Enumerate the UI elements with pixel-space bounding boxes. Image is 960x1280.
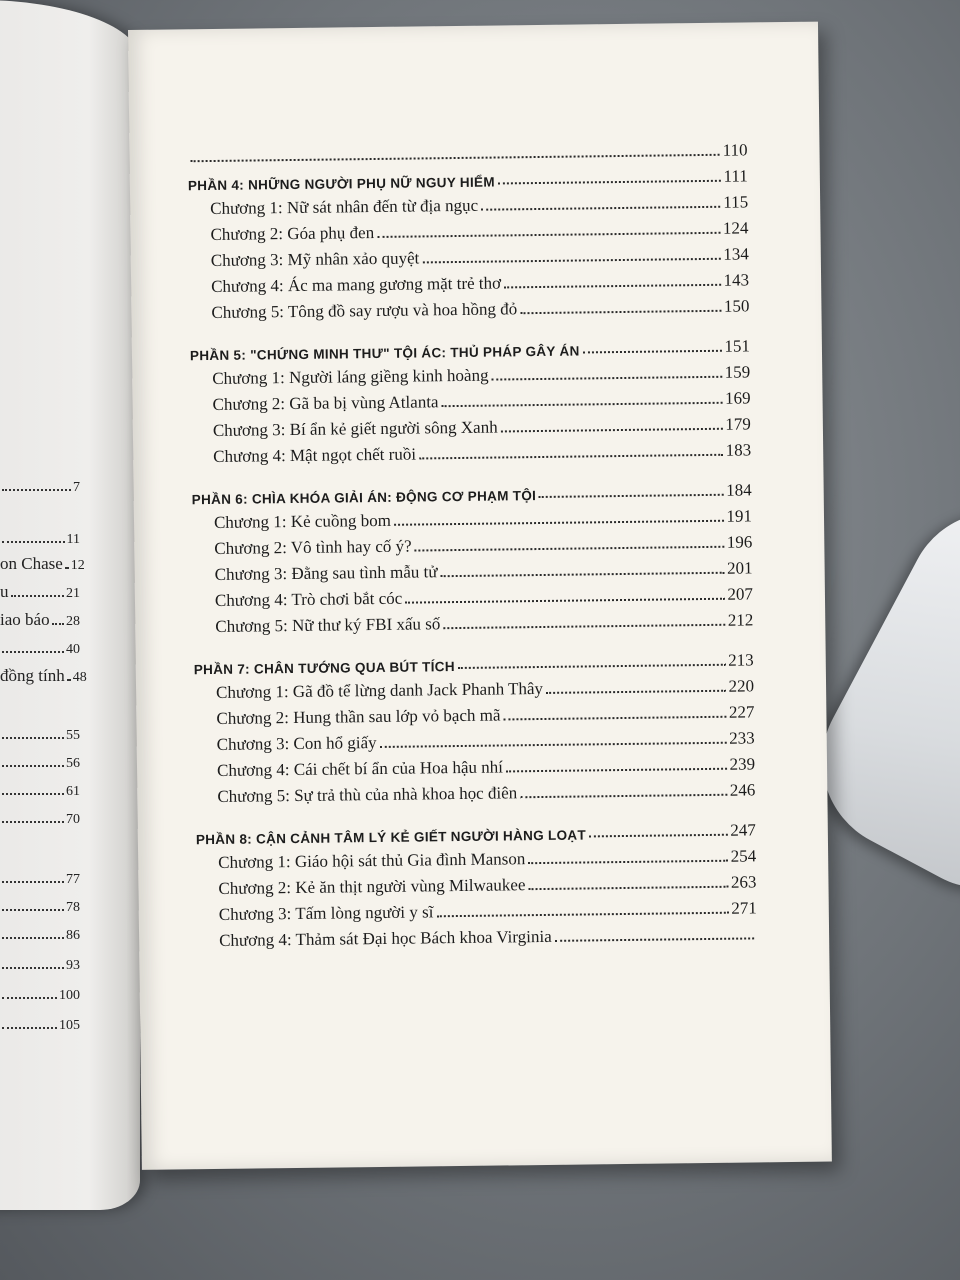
left-toc-row: [0, 890, 80, 916]
dot-leader: [442, 402, 723, 407]
left-toc-page-number: 28: [66, 614, 80, 629]
left-toc-page-number: 100: [59, 988, 80, 1003]
dot-leader: [528, 860, 727, 864]
left-toc-row: [0, 660, 87, 686]
toc-page-number: 184: [726, 480, 752, 500]
toc-page-number: 143: [723, 270, 750, 290]
toc-page-number: 246: [729, 780, 756, 800]
left-toc-row: [0, 774, 80, 800]
dot-leader: [65, 567, 69, 569]
toc-page-number: 271: [731, 898, 757, 918]
dot-leader: [555, 937, 754, 941]
left-toc-row: [0, 604, 80, 630]
left-toc-page-number: 12: [70, 558, 85, 573]
part-title: PHẦN 4: NHỮNG NGƯỜI PHỤ NỮ NGUY HIỂM: [187, 174, 495, 194]
dot-leader: [2, 793, 64, 795]
toc-page-number: 220: [728, 676, 755, 696]
toc-page-number: 159: [724, 362, 751, 382]
left-toc-row: [0, 632, 80, 658]
left-toc-page-number: 70: [66, 812, 80, 827]
chapter-title: Chương 5: Tông đồ say rượu và hoa hồng đỏ: [211, 299, 518, 323]
left-toc-row: [0, 862, 80, 888]
book-page: [128, 22, 832, 1170]
toc-part-5: [190, 330, 752, 467]
dot-leader: [2, 967, 64, 969]
dot-leader: [422, 258, 720, 264]
dot-leader: [539, 494, 723, 498]
dot-leader: [67, 679, 71, 681]
chapter-title: Chương 2: Hung thần sau lớp vỏ bạch mã: [216, 705, 501, 728]
dot-leader: [589, 834, 727, 838]
chapter-title: Chương 3: Con hổ giấy: [216, 733, 377, 754]
dot-leader: [2, 765, 64, 767]
toc-page-number: 110: [722, 140, 748, 160]
toc-page-number: 124: [722, 218, 749, 238]
part-title: PHẦN 7: CHÂN TƯỚNG QUA BÚT TÍCH: [193, 659, 455, 678]
chapter-title: Chương 3: Mỹ nhân xảo quyệt: [210, 248, 420, 271]
dot-leader: [443, 624, 724, 629]
table-of-contents: [187, 134, 757, 951]
dot-leader: [377, 232, 720, 238]
chapter-title: Chương 5: Nữ thư ký FBI xấu số: [215, 614, 441, 636]
chapter-title: Chương 2: Góa phụ đen: [210, 223, 375, 245]
toc-page-number: 169: [724, 388, 751, 408]
toc-page-number: 233: [729, 728, 755, 748]
toc-page-number: 201: [727, 558, 753, 578]
toc-part-4: [187, 134, 749, 323]
toc-page-number: 263: [730, 872, 757, 892]
dot-leader: [2, 541, 65, 543]
toc-page-number: 196: [726, 532, 753, 552]
dot-leader: [498, 180, 721, 185]
part-title: PHẦN 6: CHÌA KHÓA GIẢI ÁN: ĐỘNG CƠ PHẠM TỘI: [191, 488, 537, 508]
dot-leader: [441, 572, 725, 577]
dot-leader: [528, 886, 728, 890]
toc-page-number: 183: [725, 440, 752, 460]
left-toc-row: [0, 576, 80, 602]
toc-page-number: 151: [724, 336, 751, 356]
left-toc-text: u: [0, 582, 9, 601]
toc-part-8: [196, 814, 758, 951]
chapter-title: Chương 4: Trò chơi bắt cóc: [214, 588, 403, 610]
dot-leader: [520, 310, 721, 314]
dot-leader: [583, 350, 722, 354]
dot-leader: [492, 376, 722, 381]
toc-page-number: 239: [729, 754, 756, 774]
toc-page-number: 254: [730, 846, 757, 866]
chapter-title: Chương 1: Gã đồ tể lừng danh Jack Phanh Thây: [215, 678, 544, 702]
left-toc-page-number: 21: [66, 586, 80, 601]
left-toc-page-number: 40: [66, 642, 80, 657]
dot-leader: [546, 690, 726, 694]
chapter-title: Chương 2: Gã ba bị vùng Atlanta: [212, 392, 439, 414]
left-toc-page-number: 77: [66, 872, 80, 887]
dot-leader: [419, 454, 723, 460]
left-toc-row: [0, 948, 80, 974]
left-toc-text: iao báo: [0, 610, 50, 629]
chapter-title: Chương 1: Giáo hội sát thủ Gia đình Manson: [218, 849, 526, 872]
left-toc-row: [0, 470, 80, 496]
left-toc-row: [0, 522, 80, 548]
chapter-title: Chương 4: Mật ngọt chết ruồi: [213, 444, 417, 466]
left-toc-page-number: 7: [73, 480, 80, 495]
dot-leader: [520, 794, 727, 799]
chapter-title: Chương 1: Nữ sát nhân đến từ địa ngục: [210, 195, 479, 219]
left-toc-page-number: 55: [66, 728, 80, 743]
toc-page-number: 227: [728, 702, 755, 722]
chapter-title: Chương 4: Ác ma mang gương mặt trẻ thơ: [211, 273, 502, 297]
dot-leader: [2, 909, 64, 911]
dot-leader: [2, 1027, 57, 1029]
chapter-title: Chương 4: Cái chết bí ẩn của Hoa hậu nhí: [216, 757, 504, 780]
toc-page-number: 213: [728, 650, 754, 670]
left-toc-page-number: 56: [66, 756, 80, 771]
left-toc-page-number: 11: [66, 532, 80, 547]
dot-leader: [503, 716, 725, 721]
chapter-title: Chương 5: Sự trả thù của nhà khoa học điên: [217, 783, 518, 806]
dot-leader: [506, 768, 727, 773]
dot-leader: [415, 546, 724, 552]
toc-page-number: 207: [727, 584, 754, 604]
chapter-title: Chương 2: Kẻ ăn thịt người vùng Milwaukee: [218, 875, 526, 898]
left-toc-row: [0, 746, 80, 772]
dot-leader: [405, 598, 724, 604]
left-toc-page-number: 105: [59, 1018, 80, 1033]
dot-leader: [2, 937, 64, 939]
toc-page-number: 212: [727, 610, 754, 630]
dot-leader: [436, 912, 728, 918]
dot-leader: [52, 623, 64, 625]
left-toc-row: [0, 718, 80, 744]
chapter-title: Chương 3: Đằng sau tình mẫu tử: [214, 562, 438, 584]
part-title: PHẦN 8: CẬN CẢNH TÂM LÝ KẺ GIẾT NGƯỜI HÀNG LOẠT: [195, 827, 587, 848]
left-toc-text: on Chase: [0, 554, 63, 573]
chapter-title: Chương 2: Vô tình hay cố ý?: [214, 536, 412, 558]
dot-leader: [481, 206, 720, 211]
left-toc-page-number: 78: [66, 900, 80, 915]
toc-part-7: [194, 644, 756, 807]
left-toc-row: [0, 978, 80, 1004]
toc-page-number: 134: [723, 244, 749, 264]
left-page: [0, 0, 140, 1210]
toc-page-number: 111: [723, 166, 748, 186]
chapter-title: Chương 1: Kẻ cuồng bom: [213, 510, 391, 532]
dot-leader: [11, 595, 65, 597]
toc-page-number: 191: [726, 506, 753, 526]
left-toc-row: [0, 548, 85, 574]
left-toc-text: đồng tính: [0, 666, 65, 685]
dot-leader: [2, 821, 64, 823]
toc-page-number: 179: [725, 414, 751, 434]
dot-leader: [2, 881, 64, 883]
chapter-title: Chương 4: Thảm sát Đại học Bách khoa Virginia: [219, 926, 552, 950]
dot-leader: [2, 651, 64, 653]
dot-leader: [2, 737, 64, 739]
toc-page-number: 115: [723, 192, 749, 212]
left-toc-page-number: 48: [72, 670, 87, 685]
chapter-title: Chương 3: Tấm lòng người y sĩ: [218, 902, 434, 924]
dot-leader: [501, 428, 723, 433]
toc-part-6: [192, 474, 754, 637]
part-title: PHẦN 5: "CHỨNG MINH THƯ" TỘI ÁC: THỦ PHÁP GÂY ÁN: [189, 343, 580, 364]
left-toc-row: [0, 802, 80, 828]
dot-leader: [394, 520, 724, 526]
dot-leader: [458, 664, 725, 669]
toc-page-number: 247: [730, 820, 756, 840]
left-toc-page-number: 86: [66, 928, 80, 943]
left-toc-page-number: 93: [66, 958, 80, 973]
left-toc-row: [0, 1008, 80, 1034]
left-toc-row: [0, 918, 80, 944]
left-toc-page-number: 61: [66, 784, 80, 799]
chapter-title: Chương 1: Người láng giềng kinh hoàng: [212, 365, 489, 388]
dot-leader: [380, 742, 727, 748]
dot-leader: [2, 489, 71, 491]
dot-leader: [504, 284, 721, 289]
toc-page-number: 150: [723, 296, 750, 316]
chapter-title: Chương 3: Bí ẩn kẻ giết người sông Xanh: [212, 417, 498, 440]
dot-leader: [2, 997, 57, 999]
